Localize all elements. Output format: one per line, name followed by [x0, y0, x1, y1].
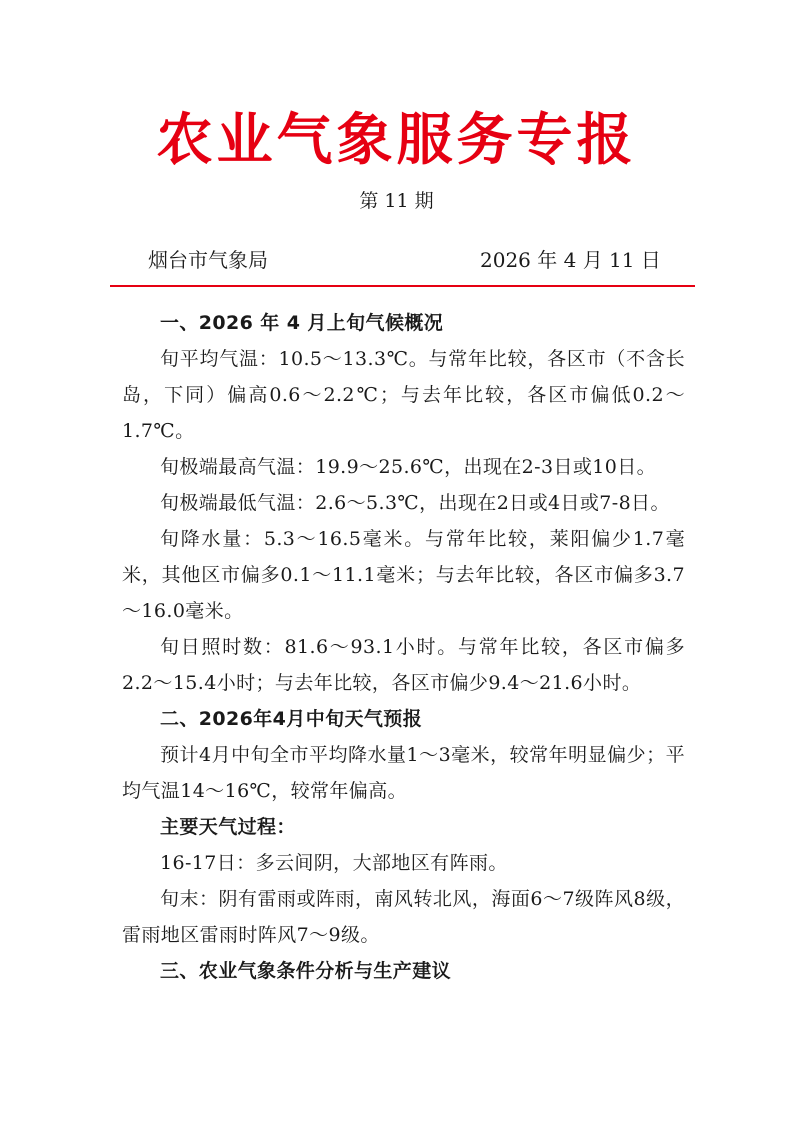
paragraph-max-temperature: 旬极端最高气温：19.9～25.6℃，出现在2-3日或10日。 — [160, 456, 657, 478]
paragraph-weather-event-1: 16-17日：多云间阴，大部地区有阵雨。 — [160, 852, 508, 874]
subheading-main-weather: 主要天气过程： — [160, 816, 296, 838]
paragraph-weather-event-2: 旬末：阴有雷雨或阵雨，南风转北风，海面6～7级阵风8级，雷雨地区雷雨时阵风7～9级。 — [122, 888, 685, 946]
issue-number: 第 11 期 — [359, 190, 434, 212]
section-1-heading: 一、2026 年 4 月上旬气候概况 — [160, 312, 444, 334]
paragraph-precipitation: 旬降水量：5.3～16.5毫米。与常年比较，莱阳偏少1.7毫米，其他区市偏多0.1～11.1毫米；与去年比较，各区市偏多3.7～16.0毫米。 — [122, 528, 685, 622]
paragraph-min-temperature: 旬极端最低气温：2.6～5.3℃，出现在2日或4日或7-8日。 — [160, 492, 670, 514]
paragraph-sunshine: 旬日照时数：81.6～93.1小时。与常年比较，各区市偏多2.2～15.4小时；与去年比较，各区市偏少9.4～21.6小时。 — [122, 636, 685, 694]
document-body — [122, 305, 685, 989]
issuing-agency: 烟台市气象局 — [148, 248, 268, 272]
paragraph-mean-temperature: 旬平均气温：10.5～13.3℃。与常年比较，各区市（不含长岛，下同）偏高0.6～2.2℃；与去年比较，各区市偏低0.2～1.7℃。 — [122, 348, 685, 442]
paragraph-forecast-summary: 预计4月中旬全市平均降水量1～3毫米，较常年明显偏少；平均气温14～16℃，较常年偏高。 — [122, 744, 685, 802]
header-divider — [110, 285, 695, 287]
issue-date: 2026 年 4 月 11 日 — [480, 248, 661, 272]
section-2-heading: 二、2026年4月中旬天气预报 — [160, 708, 423, 730]
document-title: 农业气象服务专报 — [156, 108, 637, 173]
section-3-heading: 三、农业气象条件分析与生产建议 — [160, 960, 452, 982]
